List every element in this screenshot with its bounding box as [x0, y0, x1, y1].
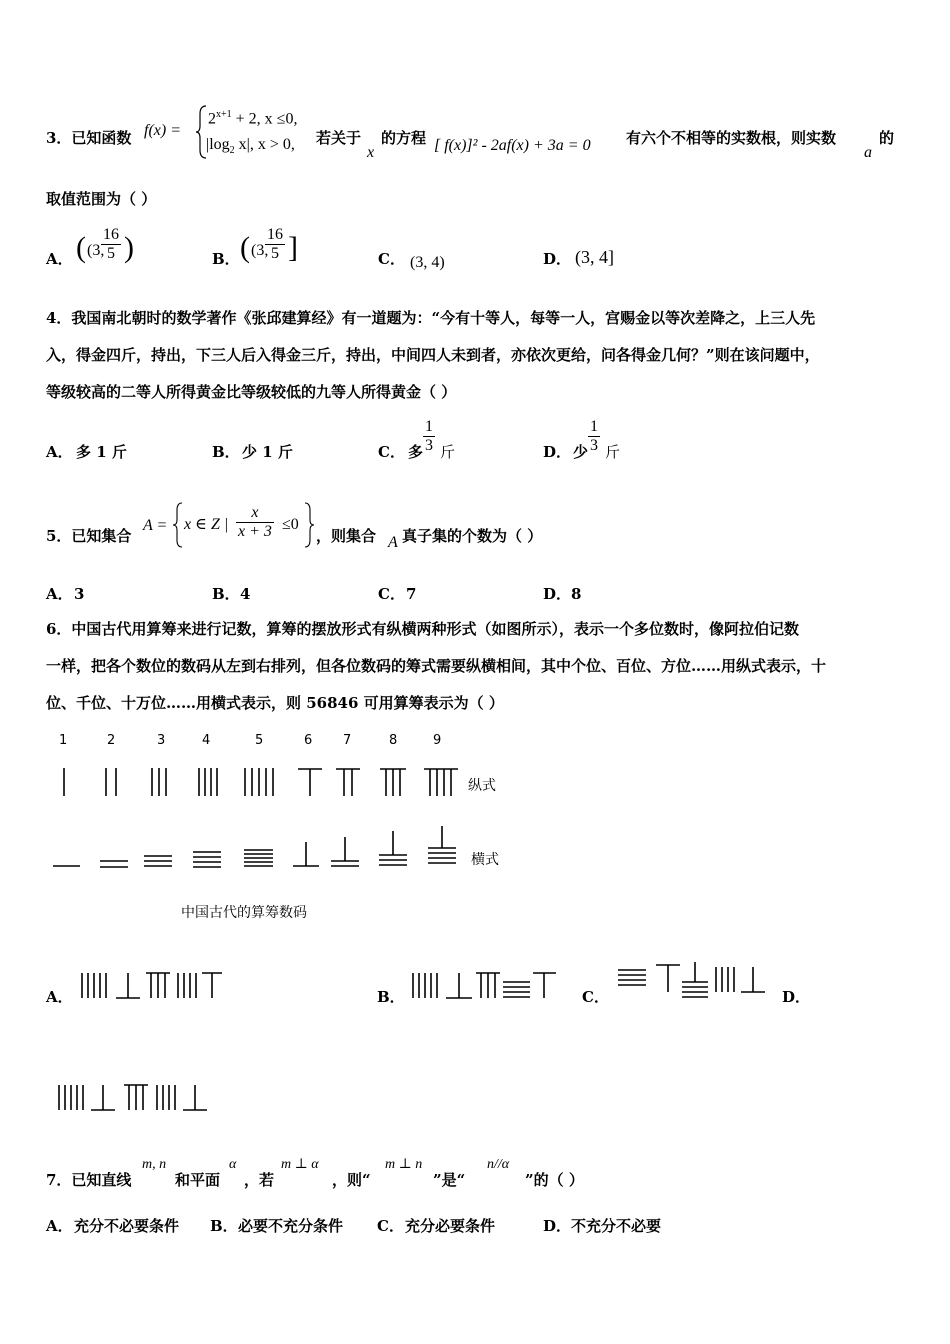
digit-label-1: 1	[59, 733, 68, 748]
vertical-rod-7	[336, 769, 360, 796]
q4-option-b-text: 少 1 斤	[242, 443, 293, 461]
q6-option-d-label: D．	[782, 988, 811, 1006]
q4-option-a-label: A．	[46, 443, 73, 461]
q7-option-d-label: D．	[543, 1217, 572, 1235]
q4-option-d-pre: 少	[573, 443, 589, 461]
q3-line-2: 取值范围为（ ）	[46, 190, 157, 208]
q3-text-3: 有六个不相等的实数根，则实数	[626, 129, 837, 147]
q5-option-b-text: 4	[240, 585, 251, 603]
q3-function-lhs: f(x) =	[144, 122, 181, 139]
q3-number: 3．已知函数	[46, 129, 132, 147]
vertical-rod-9	[424, 769, 458, 796]
q4-option-c-label: C．	[378, 443, 405, 461]
q4-option-d-post: 斤	[605, 443, 621, 461]
q6-line-3: 位、千位、十万位……用横式表示，则 56846 可用算筹表示为（ ）	[46, 694, 504, 712]
q3-text-4: 的	[879, 129, 895, 147]
q5-option-c-text: 7	[406, 585, 417, 603]
q4-option-d-label: D．	[543, 443, 572, 461]
q3-option-a-left-bracket: (	[76, 231, 86, 264]
horizontal-rod-8	[379, 831, 407, 865]
horizontal-rod-7	[331, 837, 359, 866]
q7-option-c-label: C．	[377, 1217, 404, 1235]
q5-set-condition: x ∈ Z |	[184, 516, 229, 533]
q3-option-d-value: (3, 4]	[575, 247, 614, 267]
digit-label-7: 7	[343, 733, 352, 748]
q3-option-b-right: ]	[288, 231, 298, 264]
q6-line-1: 6．中国古代用算筹来进行记数，算筹的摆放形式有纵横两种形式（如图所示），表示一个多位数时，像阿拉伯记数	[46, 620, 799, 638]
q4-line-2: 入，得金四斤，持出，下三人后入得金三斤，持出，中间四人未到者，亦依次更给，问各得金几何？”则在该问题中，	[46, 346, 820, 364]
q4-option-b-label: B．	[212, 443, 240, 461]
q3-option-a-right: )	[124, 231, 134, 264]
q3-case-1: $2^{x+1} + 2$, x ≤0,	[208, 109, 298, 128]
q5-number: 5．已知集合	[46, 527, 132, 545]
q6-option-b-rods	[413, 973, 556, 998]
q7-text-2: ，若	[244, 1171, 275, 1189]
q3-case-2: $|\log_2$ x|, x > 0,	[206, 136, 295, 157]
q7-option-c-text: 充分必要条件	[405, 1217, 496, 1235]
q3-option-a-label: A．	[46, 250, 73, 268]
digit-label-3: 3	[157, 733, 166, 748]
q4-option-a-text: 多 1 斤	[76, 443, 127, 461]
digit-label-6: 6	[304, 733, 313, 748]
q3-equation: [ f(x)]² - 2af(x) + 3a = 0	[434, 137, 591, 154]
q3-option-c-label: C．	[378, 250, 405, 268]
q7-lines: m, n	[142, 1157, 167, 1172]
q5-var-a: A	[388, 534, 398, 551]
q5-set-lhs: A =	[143, 517, 168, 534]
q3-option-a-fraction: $\frac{16}{5}$	[103, 226, 119, 262]
q6-option-a-label: A．	[46, 988, 73, 1006]
vertical-rod-5	[245, 768, 273, 796]
q7-option-a-text: 充分不必要条件	[74, 1217, 180, 1235]
digit-label-4: 4	[202, 733, 211, 748]
q6-line-2: 一样，把各个数位的数码从左到右排列，但各位数码的筹式需要纵横相间，其中个位、百位、方位……用纵式表示，十	[46, 657, 827, 675]
q5-text-2: 真子集的个数为（ ）	[402, 527, 543, 545]
q3-option-d-label: D．	[543, 250, 572, 268]
q7-option-b-text: 必要不充分条件	[238, 1217, 344, 1235]
q7-p: m ⊥ n	[385, 1157, 423, 1172]
q7-text-5: ”的（ ）	[525, 1171, 584, 1189]
vertical-rod-8	[380, 769, 406, 796]
horizontal-rod-5	[244, 850, 273, 866]
vertical-rod-6	[298, 769, 322, 796]
horizontal-rod-6	[293, 842, 319, 866]
horizontal-rod-3	[144, 856, 172, 866]
q5-option-d-text: 8	[571, 585, 582, 603]
q7-option-a-label: A．	[46, 1217, 73, 1235]
q4-line-3: 等级较高的二等人所得黄金比等级较低的九等人所得黄金（ ）	[46, 383, 457, 401]
q3-option-b-left: (3,	[251, 242, 269, 259]
q3-text-1: 若关于	[316, 129, 362, 147]
q4-line-1: 4．我国南北朝时的数学著作《张邱建算经》有一道题为：“今有十等人，每等一人，宫赐金以等次差降之，上三人先	[46, 309, 816, 327]
q4-option-c-fraction: $\frac{1}{3}$	[425, 418, 433, 454]
q3-text-2: 的方程	[381, 129, 427, 147]
q7-plane: α	[229, 1157, 237, 1172]
q6-option-d-rods	[59, 1085, 207, 1110]
q7-condition: m ⊥ α	[281, 1157, 319, 1172]
figure-caption: 中国古代的算筹数码	[181, 905, 307, 921]
q7-number: 7．已知直线	[46, 1171, 132, 1189]
q5-option-b-label: B．	[212, 585, 240, 603]
q5-fraction: $\frac{x}{x + 3}$	[238, 504, 272, 540]
q5-option-a-text: 3	[74, 585, 85, 603]
vertical-rod-2	[106, 768, 116, 796]
q5-text-1: ，则集合	[316, 527, 377, 545]
q3-option-a-left: (3,	[87, 242, 105, 259]
q7-option-b-label: B．	[210, 1217, 238, 1235]
q6-option-b-label: B．	[377, 988, 405, 1006]
horizontal-rod-9	[428, 826, 456, 863]
q5-set-rest: ≤0	[282, 516, 299, 533]
q7-q: n//α	[487, 1157, 510, 1172]
q3-var-a: a	[864, 144, 872, 161]
q6-option-c-label: C．	[582, 988, 609, 1006]
vertical-form-label: 纵式	[468, 778, 496, 794]
q4-option-c-pre: 多	[408, 443, 424, 461]
horizontal-form-label: 横式	[471, 852, 499, 868]
vertical-rod-4	[199, 768, 217, 796]
digit-label-2: 2	[107, 733, 116, 748]
horizontal-rod-2	[100, 861, 128, 867]
q7-text-1: 和平面	[175, 1171, 221, 1189]
vertical-rod-3	[152, 768, 166, 796]
digit-label-8: 8	[389, 733, 398, 748]
q7-text-3: ，则“	[332, 1171, 371, 1189]
q3-option-b-left-bracket: (	[240, 231, 250, 264]
q3-option-c-value: (3, 4)	[410, 254, 445, 271]
q3-option-b-fraction: $\frac{16}{5}$	[267, 226, 283, 262]
q4-option-c-post: 斤	[440, 443, 456, 461]
q7-option-d-text: 不充分不必要	[571, 1217, 662, 1235]
q6-option-a-rods	[82, 973, 222, 998]
q7-text-4: ”是“	[433, 1171, 466, 1189]
digit-label-5: 5	[255, 733, 264, 748]
digit-label-9: 9	[433, 733, 442, 748]
q3-option-b-label: B．	[212, 250, 240, 268]
horizontal-rod-4	[193, 852, 221, 867]
q4-option-d-fraction: $\frac{1}{3}$	[590, 418, 598, 454]
q5-option-c-label: C．	[378, 585, 405, 603]
q5-option-d-label: D．	[543, 585, 572, 603]
q6-option-c-rods	[618, 962, 765, 997]
q5-option-a-label: A．	[46, 585, 73, 603]
q3-var-x: x	[367, 144, 375, 161]
